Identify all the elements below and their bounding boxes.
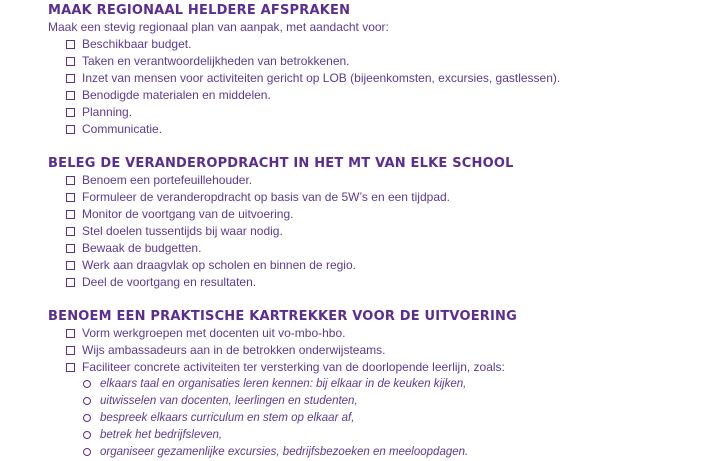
checklist-item — [48, 87, 560, 104]
checkbox-icon — [66, 57, 75, 66]
section-heading: MAAK REGIONAAL HELDERE AFSPRAKEN — [48, 3, 351, 18]
checkbox-icon — [66, 278, 75, 287]
checkbox-icon — [66, 74, 75, 83]
checklist-item-text: Vorm werkgroepen met docenten uit vo-mbo-hbo. — [82, 326, 346, 340]
checklist-item — [48, 206, 514, 223]
checklist-item-text: Deel de voortgang en resultaten. — [82, 275, 257, 289]
checklist-item — [48, 172, 514, 189]
checkbox-icon — [66, 210, 75, 219]
section-regional-agreements — [48, 2, 560, 138]
checklist-item-text: Bewaak de budgetten. — [82, 241, 202, 255]
checkbox-icon — [66, 261, 75, 270]
checklist-item — [48, 121, 560, 138]
sub-list-item-text: uitwisselen van docenten, leerlingen en studenten, — [100, 395, 358, 407]
checkbox-icon — [66, 125, 75, 134]
section-heading: BELEG DE VERANDEROPDRACHT IN HET MT VAN ELKE SCHOOL — [48, 156, 514, 171]
sub-list-item-text: organiseer gezamenlijke excursies, bedrijfsbezoeken en meeloopdagen. — [100, 446, 469, 458]
sub-list-item — [48, 444, 517, 461]
checklist-item — [48, 36, 560, 53]
sub-list-item — [48, 427, 517, 444]
circle-bullet-icon — [83, 414, 91, 422]
checkbox-icon — [66, 227, 75, 236]
section-intro: Maak een stevig regionaal plan van aanpak, met aandacht voor: — [48, 20, 389, 34]
sub-list-item — [48, 393, 517, 410]
checklist-item-text: Werk aan draagvlak op scholen en binnen de regio. — [82, 258, 356, 272]
checklist-item — [48, 53, 560, 70]
checklist-item — [48, 257, 514, 274]
checklist-item — [48, 240, 514, 257]
checklist-item — [48, 104, 560, 121]
section-practical-lead — [48, 308, 517, 461]
checkbox-icon — [66, 244, 75, 253]
checklist-item — [48, 274, 514, 291]
checkbox-icon — [66, 193, 75, 202]
sub-list-item — [48, 410, 517, 427]
circle-bullet-icon — [83, 397, 91, 405]
checklist-item-text: Inzet van mensen voor activiteiten gericht op LOB (bijeenkomsten, excursies, gastlessen). — [82, 71, 561, 85]
circle-bullet-icon — [83, 380, 91, 388]
sub-list-item — [48, 376, 517, 393]
checklist-item-text: Stel doelen tussentijds bij waar nodig. — [82, 224, 283, 238]
checkbox-icon — [66, 346, 75, 355]
checklist-item — [48, 342, 517, 359]
checklist-item-text: Benoem een portefeuillehouder. — [82, 173, 253, 187]
checklist — [48, 325, 517, 376]
checkbox-icon — [66, 40, 75, 49]
checkbox-icon — [66, 329, 75, 338]
checklist-item-text: Communicatie. — [82, 122, 163, 136]
checklist-item-text: Taken en verantwoordelijkheden van betrokkenen. — [82, 54, 350, 68]
checklist-item-text: Formuleer de veranderopdracht op basis van de 5W’s en een tijdpad. — [82, 190, 450, 204]
checklist-item-text: Wijs ambassadeurs aan in de betrokken onderwijsteams. — [82, 343, 386, 357]
circle-bullet-icon — [83, 431, 91, 439]
checklist-item — [48, 359, 517, 376]
section-heading: BENOEM EEN PRAKTISCHE KARTREKKER VOOR DE UITVOERING — [48, 309, 517, 324]
checklist-item-text: Beschikbaar budget. — [82, 37, 192, 51]
sub-list-item-text: betrek het bedrijfsleven, — [100, 429, 223, 441]
checklist — [48, 36, 560, 138]
checkbox-icon — [66, 176, 75, 185]
checklist — [48, 172, 514, 291]
sub-list — [48, 376, 517, 461]
checkbox-icon — [66, 108, 75, 117]
checklist-item-text: Faciliteer concrete activiteiten ter versterking van de doorlopende leerlijn, zoals: — [82, 360, 505, 374]
checklist-item — [48, 189, 514, 206]
section-change-assignment — [48, 155, 514, 291]
sub-list-item-text: elkaars taal en organisaties leren kennen: bij elkaar in de keuken kijken, — [100, 378, 467, 390]
checklist-item-text: Benodigde materialen en middelen. — [82, 88, 271, 102]
checkbox-icon — [66, 91, 75, 100]
checklist-item — [48, 325, 517, 342]
sub-list-item-text: bespreek elkaars curriculum en stem op elkaar af, — [100, 412, 355, 424]
checklist-item-text: Monitor de voortgang van de uitvoering. — [82, 207, 294, 221]
checklist-item — [48, 70, 560, 87]
circle-bullet-icon — [83, 448, 91, 456]
checklist-item — [48, 223, 514, 240]
checkbox-icon — [66, 363, 75, 372]
checklist-item-text: Planning. — [82, 105, 133, 119]
